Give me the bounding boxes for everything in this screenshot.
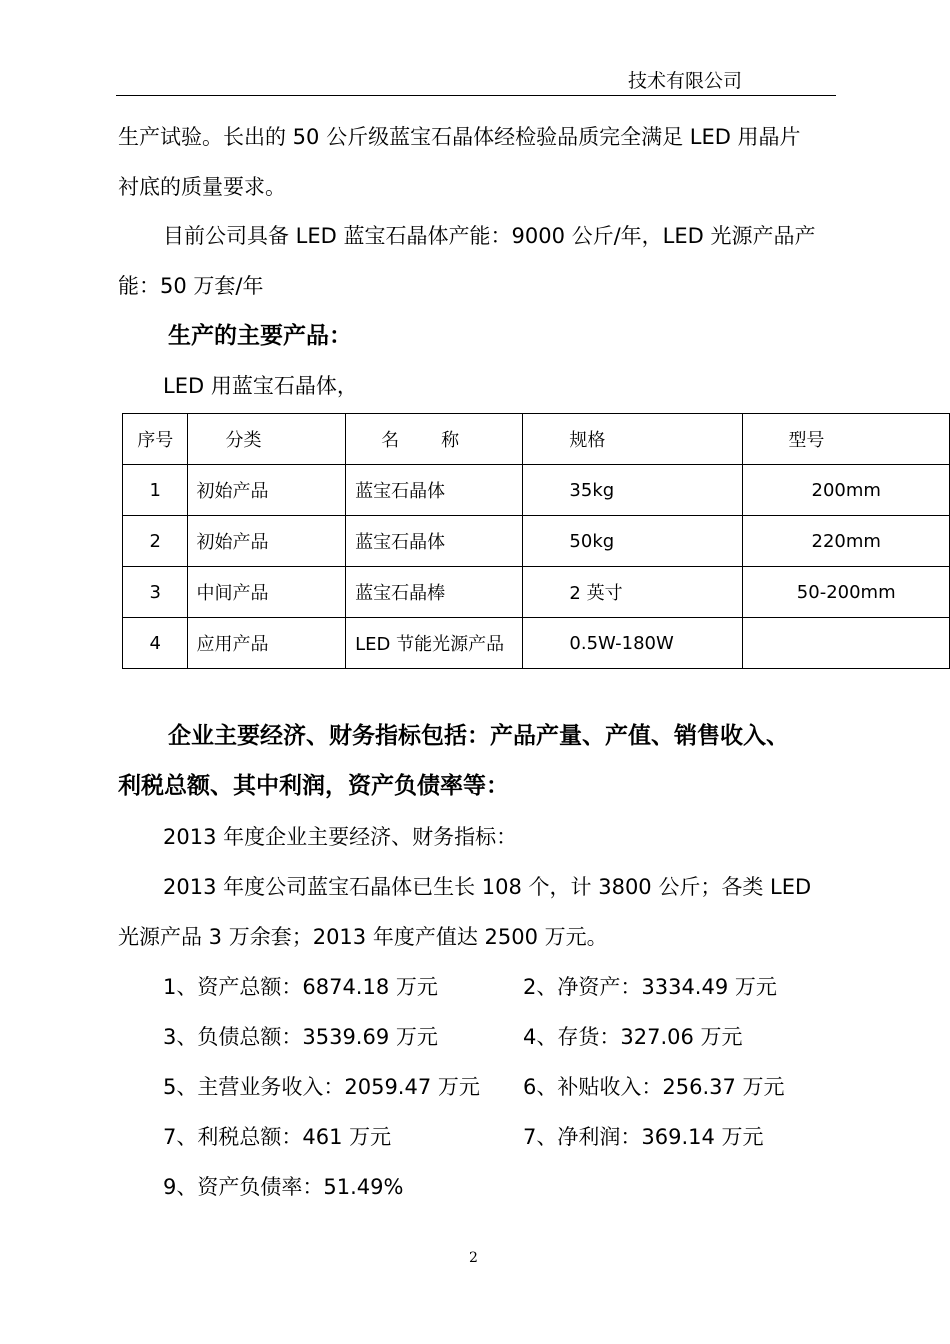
col-header-name-label: 名称 <box>381 430 502 451</box>
finance-item: 6、补贴收入：256.37 万元 <box>523 1075 785 1099</box>
cell-spec: 50kg <box>523 516 743 567</box>
finance-item: 7、净利润：369.14 万元 <box>523 1125 764 1149</box>
intro-line-2: 衬底的质量要求。 <box>118 175 286 199</box>
cell-spec: 0.5W-180W <box>523 618 743 669</box>
cell-model: 50-200mm <box>743 567 950 618</box>
cell-index: 3 <box>123 567 188 618</box>
cell-model <box>743 618 950 669</box>
col-header-index: 序号 <box>123 414 188 465</box>
finance-item: 9、资产负债率：51.49% <box>163 1175 404 1199</box>
table-row <box>123 618 950 669</box>
cell-spec: 2 英寸 <box>523 567 743 618</box>
col-header-spec: 规格 <box>523 414 743 465</box>
cell-index: 2 <box>123 516 188 567</box>
header-rule <box>116 95 836 96</box>
cell-model: 200mm <box>743 465 950 516</box>
finance-summary-line-1: 2013 年度公司蓝宝石晶体已生长 108 个，计 3800 公斤；各类 LED <box>163 875 812 899</box>
table-row <box>123 465 950 516</box>
cell-category: 初始产品 <box>188 465 346 516</box>
products-subheading: LED 用蓝宝石晶体， <box>163 374 358 398</box>
table-header-row <box>123 414 950 465</box>
product-table <box>122 413 950 669</box>
cell-model: 220mm <box>743 516 950 567</box>
header-company: 技术有限公司 <box>628 70 743 92</box>
cell-category: 应用产品 <box>188 618 346 669</box>
finance-item: 5、主营业务收入：2059.47 万元 <box>163 1075 480 1099</box>
intro-line-4: 能：50 万套/年 <box>118 274 264 298</box>
intro-line-1: 生产试验。长出的 50 公斤级蓝宝石晶体经检验品质完全满足 LED 用晶片 <box>118 125 801 149</box>
col-header-name <box>346 414 523 465</box>
intro-line-3: 目前公司具备 LED 蓝宝石晶体产能：9000 公斤/年，LED 光源产品产 <box>163 224 816 248</box>
finance-title: 2013 年度企业主要经济、财务指标： <box>163 825 518 849</box>
cell-name: 蓝宝石晶棒 <box>346 567 523 618</box>
finance-heading-line-1: 企业主要经济、财务指标包括：产品产量、产值、销售收入、 <box>168 723 789 749</box>
cell-name: 蓝宝石晶体 <box>346 465 523 516</box>
cell-name: LED 节能光源产品 <box>346 618 523 669</box>
col-header-category: 分类 <box>188 414 346 465</box>
cell-name: 蓝宝石晶体 <box>346 516 523 567</box>
products-heading: 生产的主要产品： <box>168 323 352 349</box>
finance-item: 3、负债总额：3539.69 万元 <box>163 1025 438 1049</box>
cell-category: 中间产品 <box>188 567 346 618</box>
col-header-model: 型号 <box>743 414 950 465</box>
cell-index: 4 <box>123 618 188 669</box>
finance-heading-line-2: 利税总额、其中利润，资产负债率等： <box>118 773 509 799</box>
finance-item: 7、利税总额：461 万元 <box>163 1125 392 1149</box>
cell-spec: 35kg <box>523 465 743 516</box>
cell-category: 初始产品 <box>188 516 346 567</box>
cell-index: 1 <box>123 465 188 516</box>
finance-item: 4、存货：327.06 万元 <box>523 1025 743 1049</box>
finance-item: 1、资产总额：6874.18 万元 <box>163 975 438 999</box>
finance-summary-line-2: 光源产品 3 万余套；2013 年度产值达 2500 万元。 <box>118 925 608 949</box>
page-number: 2 <box>469 1250 478 1266</box>
finance-item: 2、净资产：3334.49 万元 <box>523 975 777 999</box>
table-row <box>123 516 950 567</box>
table-row <box>123 567 950 618</box>
